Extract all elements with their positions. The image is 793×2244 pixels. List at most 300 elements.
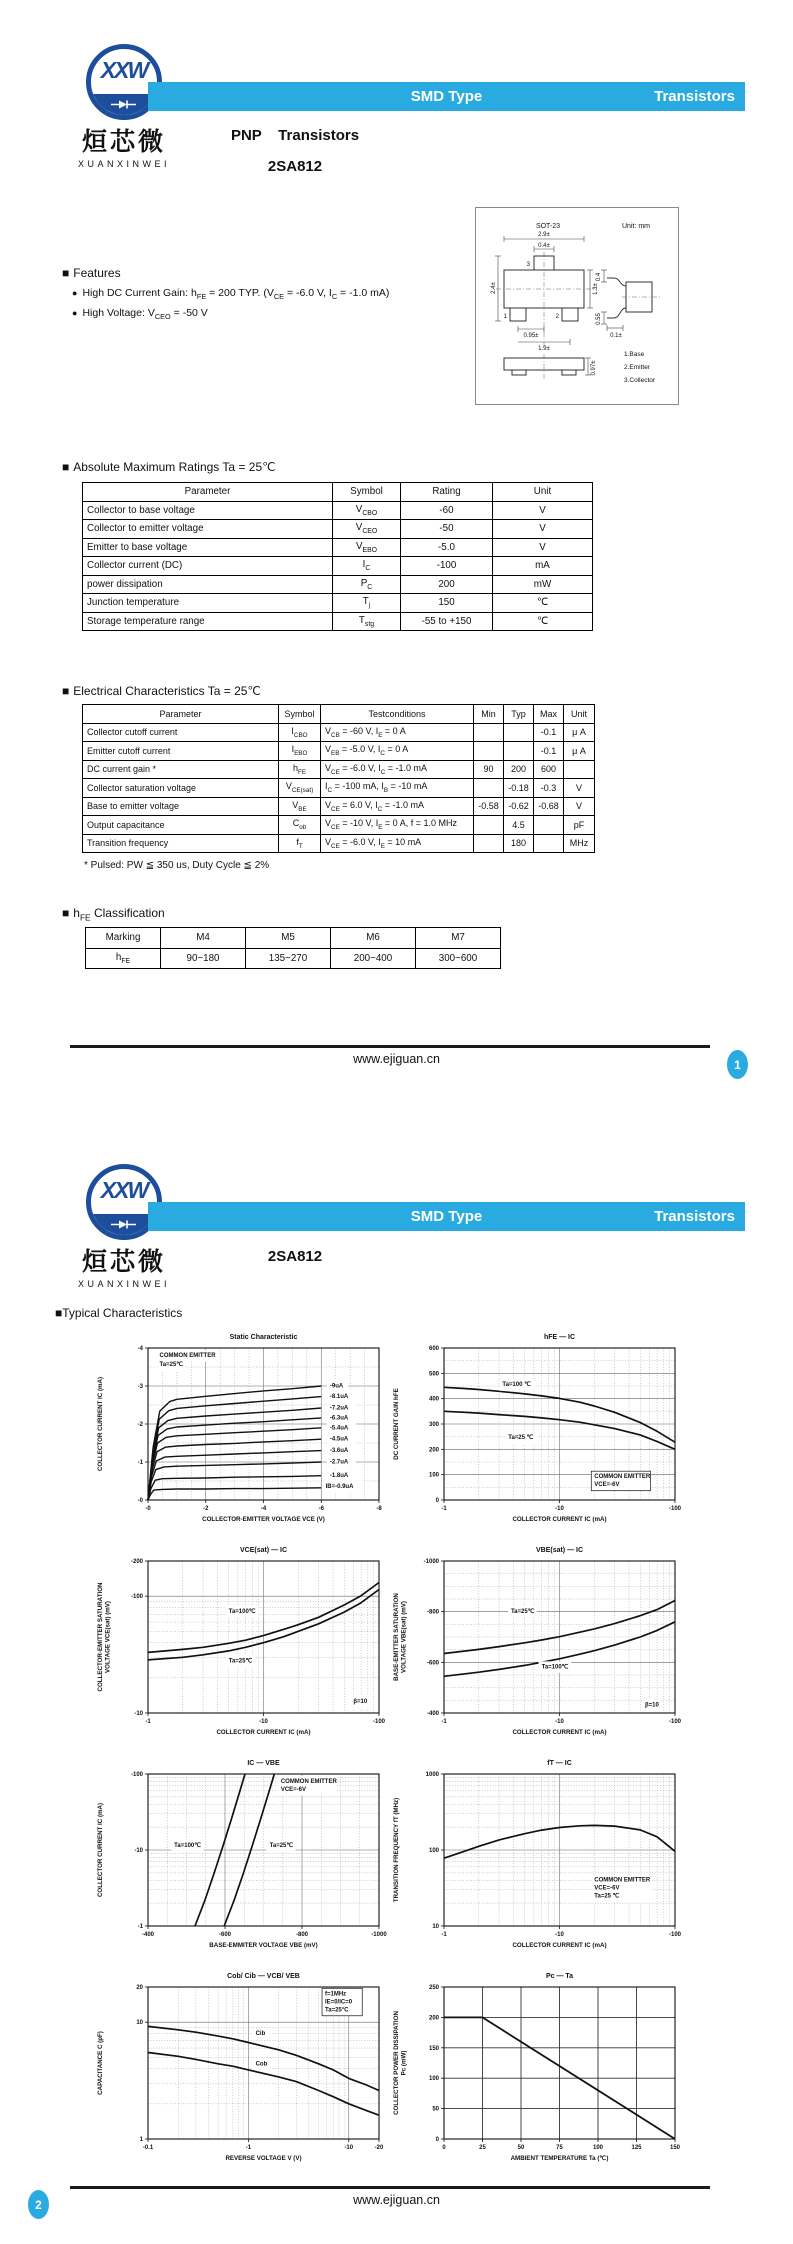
table-cell: 200: [401, 575, 493, 594]
table-cell: 600: [534, 760, 564, 779]
annotation: Ta=25 ℃: [594, 1893, 620, 1900]
y-axis-label: DC CURRENT GAIN hFE: [393, 1388, 400, 1460]
x-axis-label: COLLECTOR CURRENT IC (mA): [512, 1516, 607, 1523]
x-tick-label: -6: [318, 1506, 324, 1512]
y-tick-label: 0: [435, 1498, 439, 1504]
table-cell: Collector current (DC): [83, 557, 333, 576]
square-bullet-icon: ■: [55, 1306, 63, 1320]
annotation: Ta=100 ℃: [502, 1382, 531, 1389]
pin1-label: 1.Base: [624, 351, 645, 358]
x-tick-label: -100: [372, 1719, 386, 1725]
x-tick-label: -10: [259, 1719, 268, 1725]
table-cell: V: [493, 501, 593, 520]
x-tick-label: -0.1: [142, 2145, 154, 2151]
table-cell: $f_T$: [279, 834, 321, 853]
y-tick-label: 1: [139, 2137, 143, 2143]
pulsed-footnote: * Pulsed: PW ≦ 350 us, Duty Cycle ≦ 2%: [84, 860, 270, 871]
table-cell: 300~600: [416, 948, 501, 969]
x-tick-label: -100: [668, 1506, 682, 1512]
table-cell: $V_{EBO}$: [333, 538, 401, 557]
unit-label: Unit: mm: [622, 223, 650, 230]
x-tick-label: -600: [218, 1932, 232, 1938]
y-tick-label: -400: [426, 1711, 439, 1717]
table-cell: $V_{CE(sat)}$: [279, 779, 321, 798]
graph-title: VBE(sat) — IC: [535, 1547, 584, 1554]
x-tick-label: -10: [344, 2145, 354, 2151]
table-row: [83, 594, 593, 613]
annotation: COMMON EMITTER: [280, 1778, 337, 1785]
table-cell: power dissipation: [83, 575, 333, 594]
y-tick-label: 300: [428, 1422, 439, 1428]
table-row: [83, 723, 595, 742]
table-cell: -0.62: [504, 797, 534, 816]
pin2-label: 2.Emitter: [624, 364, 651, 371]
x-axis-label: COLLECTOR CURRENT IC (mA): [216, 1729, 311, 1736]
table-row: [83, 538, 593, 557]
pin2-number: 2: [555, 314, 559, 320]
table-row: [83, 760, 595, 779]
y-axis-label: VOLTAGE VCE(sat) (mV): [104, 1601, 112, 1673]
annotation: Ta=25℃: [228, 1658, 253, 1665]
part-number: 2SA812: [267, 1248, 323, 1265]
table-cell: [534, 816, 564, 835]
x-tick-label: -1: [441, 1719, 447, 1725]
table-cell: Unit: [564, 705, 595, 724]
table-cell: -5.0: [401, 538, 493, 557]
square-bullet-icon: ■: [62, 684, 70, 698]
graph-title: hFE — IC: [543, 1334, 576, 1341]
x-axis-label: AMBIENT TEMPERATURE Ta (℃): [510, 2155, 609, 2162]
table-cell: [534, 834, 564, 853]
y-tick-label: -600: [426, 1660, 439, 1667]
table-cell: $T_{stg}$: [333, 612, 401, 631]
graph-title: Cob/ Cib — VCB/ VEB: [227, 1973, 300, 1980]
table-cell: V: [564, 797, 595, 816]
x-tick-label: 25: [479, 2145, 486, 2151]
x-tick-label: 150: [669, 2145, 681, 2151]
annotation: Ta=25℃: [159, 1362, 184, 1369]
table-cell: $h_{FE}$: [279, 760, 321, 779]
annotation: COMMON EMITTER: [159, 1353, 216, 1360]
table-cell: [564, 760, 595, 779]
table-cell: $V_{BE}$: [279, 797, 321, 816]
annotation: VCE=-6V: [594, 1482, 620, 1489]
annotation: Ta=100℃: [174, 1842, 201, 1849]
annotation: IE=0/IC=0: [325, 1999, 353, 2006]
y-axis-label: COLLECTOR CURRENT IC (mA): [97, 1376, 104, 1472]
feature-item: [72, 307, 208, 321]
table-cell: -0.1: [534, 742, 564, 761]
y-tick-label: -1000: [423, 1559, 439, 1565]
package-drawing-box: [475, 207, 679, 405]
table-cell: $V_{CE} = -10$ V, $I_E = 0$ A, f = 1.0 MHz: [321, 816, 474, 835]
table-header-row: [83, 705, 595, 724]
elec-title: Electrical Characteristics Ta = 25℃: [73, 684, 261, 698]
table-cell: M5: [246, 928, 331, 949]
table-cell: M7: [416, 928, 501, 949]
table-cell: Parameter: [83, 705, 279, 724]
graph-ft-ic: [392, 1754, 688, 1967]
table-cell: -0.3: [534, 779, 564, 798]
header-banner: [148, 1202, 745, 1231]
x-tick-label: -10: [555, 1506, 564, 1512]
table-row: [83, 797, 595, 816]
annotation: β=10: [645, 1702, 659, 1709]
annotation: Ta=25℃: [269, 1842, 294, 1849]
package-name: SOT-23: [535, 223, 561, 230]
table-cell: Junction temperature: [83, 594, 333, 613]
y-tick-label: -200: [130, 1559, 143, 1565]
banner-type: SMD Type: [410, 88, 483, 105]
table-cell: $V_{CB} = -60$ V, $I_E = 0$ A: [321, 723, 474, 742]
table-cell: Emitter cutoff current: [83, 742, 279, 761]
y-tick-label: 10: [136, 2020, 143, 2027]
x-tick-label: -1: [441, 1506, 447, 1512]
feature-item: [72, 287, 389, 301]
diode-icon: [110, 1219, 138, 1230]
x-tick-label: -1: [441, 1932, 447, 1938]
annotation: Cib: [255, 2030, 266, 2037]
abs-max-heading: [62, 460, 276, 474]
x-tick-label: -400: [141, 1932, 155, 1938]
x-tick-label: -0: [145, 1506, 151, 1512]
dim-lead-span: 1.9±: [538, 346, 550, 352]
x-axis-label: COLLECTOR CURRENT IC (mA): [512, 1729, 607, 1736]
table-cell: -0.58: [474, 797, 504, 816]
x-tick-label: -800: [295, 1932, 309, 1938]
y-tick-label: -10: [134, 1848, 143, 1854]
table-cell: [474, 779, 504, 798]
table-cell: [474, 742, 504, 761]
graph-title: Pc — Ta: [545, 1973, 574, 1980]
table-cell: $h_{FE}$: [86, 948, 161, 969]
square-bullet-icon: ■: [62, 460, 70, 474]
y-tick-label: -1: [137, 1924, 143, 1930]
annotation: Cob: [255, 2061, 268, 2068]
dim-lead-width: 0.4±: [538, 243, 550, 249]
package-outline-drawing: [476, 208, 678, 404]
table-cell: $I_{EBO}$: [279, 742, 321, 761]
y-tick-label: 250: [428, 1985, 439, 1991]
table-cell: Emitter to base voltage: [83, 538, 333, 557]
table-cell: Unit: [493, 483, 593, 502]
y-tick-label: 100: [428, 2076, 439, 2083]
y-axis-label: COLLECTOR-EMITTER SATURATION: [97, 1582, 104, 1692]
y-axis-label: TRANSITION FREQUENCY fT (MHz): [393, 1797, 400, 1903]
brand-name-en: XUANXINWEI: [77, 159, 170, 169]
y-tick-label: -800: [426, 1609, 439, 1616]
table-row: [83, 816, 595, 835]
table-cell: Collector to base voltage: [83, 501, 333, 520]
table-cell: 180: [504, 834, 534, 853]
y-axis-label: BASE-EMITTER SATURATION: [393, 1593, 400, 1681]
y-tick-label: -1: [137, 1460, 143, 1466]
table-cell: [474, 816, 504, 835]
table-cell: μ A: [564, 742, 595, 761]
square-bullet-icon: ■: [62, 906, 70, 920]
table-cell: Rating: [401, 483, 493, 502]
table-cell: V: [493, 538, 593, 557]
annotation: -1.8uA: [329, 1473, 349, 1480]
feature-text: High DC Current Gain: $h_{FE} = 200$ TYP. ($V_{CE} = -6.0$ V, $I_C = -1.0$ mA): [82, 287, 390, 302]
table-cell: Collector saturation voltage: [83, 779, 279, 798]
y-tick-label: 20: [136, 1985, 143, 1991]
graph-ic-vbe: [96, 1754, 392, 1967]
footer-url[interactable]: www.ejiguan.cn: [353, 1052, 440, 1066]
table-cell: Transition frequency: [83, 834, 279, 853]
graph-title: Static Characteristic: [229, 1334, 298, 1341]
table-cell: $I_C = -100$ mA, $I_B = -10$ mA: [321, 779, 474, 798]
y-tick-label: -2: [137, 1422, 143, 1428]
features-title: Features: [73, 266, 121, 280]
table-cell: $V_{CBO}$: [333, 501, 401, 520]
y-tick-label: -4: [137, 1346, 143, 1352]
table-cell: $V_{CEO}$: [333, 520, 401, 539]
table-cell: [474, 834, 504, 853]
table-row: [83, 501, 593, 520]
table-cell: $V_{CE} = -6.0$ V, $I_E = 10$ mA: [321, 834, 474, 853]
table-row: [83, 557, 593, 576]
abs-max-title: Absolute Maximum Ratings Ta = 25℃: [73, 460, 276, 474]
dim-body-width: 2.9±: [538, 232, 550, 238]
y-tick-label: -3: [137, 1384, 143, 1390]
header-banner: [148, 82, 745, 111]
table-cell: pF: [564, 816, 595, 835]
table-cell: $V_{CE} = -6.0$ V, $I_C = -1.0$ mA: [321, 760, 474, 779]
hfe-class-title: $h_{FE}$ Classification: [73, 906, 165, 923]
annotation: -5.4uA: [329, 1425, 349, 1432]
page-number-badge: 1: [727, 1050, 748, 1079]
abs-max-table: [82, 482, 593, 631]
x-axis-label: COLLECTOR CURRENT IC (mA): [512, 1942, 607, 1949]
x-tick-label: 100: [592, 2145, 604, 2151]
annotation: COMMON EMITTER: [594, 1474, 651, 1481]
brand-name-en: XUANXINWEI: [77, 1279, 170, 1289]
annotation: β=10: [353, 1699, 368, 1706]
annotation: Ta=25°C: [325, 2007, 349, 2014]
graph-hfe-ic: [392, 1328, 688, 1541]
table-cell: -50: [401, 520, 493, 539]
y-tick-label: 100: [428, 1848, 439, 1854]
table-cell: μ A: [564, 723, 595, 742]
annotation: -6.3uA: [329, 1415, 349, 1422]
elec-heading: [62, 684, 261, 698]
table-cell: -55 to +150: [401, 612, 493, 631]
x-tick-label: -2: [203, 1506, 209, 1512]
annotation: -3.6uA: [329, 1448, 349, 1455]
table-row: [83, 742, 595, 761]
dim-body-height: 2.4±: [491, 282, 497, 294]
hfe-class-table: [85, 927, 501, 969]
y-axis-label: COLLECTOR CURRENT IC (mA): [97, 1802, 104, 1898]
dim-foot: 0.1±: [610, 333, 622, 339]
y-tick-label: 200: [428, 2015, 439, 2022]
y-tick-label: 10: [432, 1924, 439, 1930]
dim-shoulder: 0.4: [596, 272, 602, 282]
annotation: VCE=-6V: [280, 1786, 307, 1793]
table-cell: DC current gain *: [83, 760, 279, 779]
table-cell: 90~180: [161, 948, 246, 969]
y-tick-label: 200: [428, 1447, 439, 1454]
x-tick-label: 50: [517, 2145, 525, 2151]
feature-text: High Voltage: $V_{CEO} = -50$ V: [82, 307, 208, 322]
x-tick-label: -1: [145, 1719, 151, 1725]
table-cell: Parameter: [83, 483, 333, 502]
table-cell: [504, 742, 534, 761]
y-tick-label: -0: [137, 1498, 143, 1504]
y-axis-label: VOLTAGE VBE(sat) (mV): [400, 1601, 408, 1673]
table-cell: -0.18: [504, 779, 534, 798]
dim-standoff: 0.55: [596, 313, 602, 325]
table-cell: Symbol: [279, 705, 321, 724]
device-type-title: PNP Transistors: [230, 127, 360, 144]
table-cell: M4: [161, 928, 246, 949]
table-cell: -100: [401, 557, 493, 576]
table-cell: [474, 723, 504, 742]
table-cell: $P_C$: [333, 575, 401, 594]
y-tick-label: -100: [130, 1772, 143, 1778]
graph-title: VCE(sat) — IC: [239, 1547, 288, 1554]
annotation: -7.2uA: [329, 1405, 349, 1412]
table-cell: mA: [493, 557, 593, 576]
banner-category: Transistors: [654, 1208, 735, 1225]
banner-type: SMD Type: [410, 1208, 483, 1225]
square-bullet-icon: ■: [62, 266, 70, 280]
table-row: [86, 948, 501, 969]
page-number-badge: 2: [28, 2190, 49, 2219]
x-axis-label: COLLECTOR-EMITTER VOLTAGE VCE (V): [202, 1516, 325, 1523]
table-cell: Collector cutoff current: [83, 723, 279, 742]
y-tick-label: 50: [432, 2106, 439, 2113]
table-cell: 4.5: [504, 816, 534, 835]
table-cell: Collector to emitter voltage: [83, 520, 333, 539]
x-tick-label: -8: [376, 1506, 382, 1512]
logo-monogram: XXW: [100, 57, 148, 83]
banner-category: Transistors: [654, 88, 735, 105]
graph-title: IC — VBE: [247, 1760, 280, 1767]
x-tick-label: -10: [555, 1932, 564, 1938]
table-cell: $V_{EB} = -5.0$ V, $I_C = 0$ A: [321, 742, 474, 761]
dim-body-depth: 1.3±: [593, 283, 599, 295]
x-tick-label: -20: [374, 2145, 384, 2151]
y-tick-label: 100: [428, 1472, 439, 1479]
table-row: [83, 834, 595, 853]
table-cell: $T_j$: [333, 594, 401, 613]
table-cell: -0.68: [534, 797, 564, 816]
annotation: VCE=-6V: [594, 1885, 620, 1892]
graph-vbesat-ic: [392, 1541, 688, 1754]
pin3-label: 3.Collector: [624, 377, 656, 384]
table-cell: $V_{CE} = 6.0$ V, $I_C = -1.0$ mA: [321, 797, 474, 816]
footer-url[interactable]: www.ejiguan.cn: [353, 2193, 440, 2207]
y-axis-label: COLLECTOR POWER DISSIPATION: [393, 2011, 400, 2115]
part-number: 2SA812: [267, 158, 323, 175]
table-cell: $I_{CBO}$: [279, 723, 321, 742]
x-tick-label: 75: [556, 2145, 563, 2151]
table-row: [83, 612, 593, 631]
annotation: IB=-0.9uA: [325, 1483, 354, 1490]
table-cell: -60: [401, 501, 493, 520]
graph-static-characteristic: [96, 1328, 392, 1541]
y-tick-label: 600: [428, 1346, 439, 1352]
table-cell: mW: [493, 575, 593, 594]
hfe-class-heading: [62, 906, 165, 922]
y-tick-label: 1000: [425, 1772, 439, 1778]
x-tick-label: -100: [668, 1719, 682, 1725]
graph-pc-ta: [392, 1967, 688, 2180]
x-tick-label: -4: [260, 1506, 267, 1512]
table-cell: MHz: [564, 834, 595, 853]
table-cell: Storage temperature range: [83, 612, 333, 631]
features-heading: [62, 266, 121, 280]
table-cell: 90: [474, 760, 504, 779]
table-cell: Output capacitance: [83, 816, 279, 835]
x-axis-label: BASE-EMMITER VOLTAGE VBE (mV): [209, 1942, 318, 1949]
pin3-number: 3: [526, 262, 530, 268]
y-tick-label: -100: [130, 1594, 143, 1601]
table-cell: $I_C$: [333, 557, 401, 576]
table-cell: [504, 723, 534, 742]
table-row: [83, 779, 595, 798]
table-cell: Max: [534, 705, 564, 724]
x-tick-label: -1000: [371, 1932, 387, 1938]
table-cell: Testconditions: [321, 705, 474, 724]
table-cell: M6: [331, 928, 416, 949]
table-cell: ℃: [493, 612, 593, 631]
annotation: Ta=100℃: [228, 1608, 256, 1615]
annotation: -2.7uA: [329, 1459, 349, 1466]
table-cell: 135~270: [246, 948, 331, 969]
dim-lead-pitch: 0.95±: [523, 333, 539, 339]
annotation: Ta=25℃: [510, 1609, 535, 1616]
elec-char-table: [82, 704, 595, 853]
pin1-number: 1: [503, 314, 507, 320]
graph-vcesat-ic: [96, 1541, 392, 1754]
annotation: Ta=25 ℃: [508, 1435, 534, 1442]
annotation: f=1MHz: [325, 1991, 347, 1998]
table-cell: Symbol: [333, 483, 401, 502]
table-cell: Min: [474, 705, 504, 724]
table-row: [83, 520, 593, 539]
annotation: -8.1uA: [329, 1394, 349, 1401]
table-cell: $C_{ob}$: [279, 816, 321, 835]
x-tick-label: -10: [555, 1719, 564, 1725]
y-axis-label: CAPACITANCE C (pF): [97, 2031, 104, 2095]
annotation: COMMON EMITTER: [594, 1877, 651, 1884]
graph-title: fT — IC: [547, 1760, 572, 1767]
diode-icon: [110, 99, 138, 110]
graph-cob-cib: [96, 1967, 392, 2180]
dot-bullet-icon: ●: [72, 308, 78, 318]
dot-bullet-icon: ●: [72, 288, 78, 298]
y-tick-label: 150: [428, 2045, 439, 2052]
characteristic-graphs-grid: [96, 1328, 688, 2180]
annotation: -9uA: [329, 1383, 344, 1390]
table-cell: V: [493, 520, 593, 539]
brand-name-cn: 烜芯微: [81, 1248, 166, 1276]
y-tick-label: -10: [134, 1711, 143, 1717]
footer-rule: [70, 2186, 710, 2189]
y-tick-label: 500: [428, 1371, 439, 1378]
y-tick-label: 0: [435, 2137, 439, 2143]
footer-rule: [70, 1045, 710, 1048]
x-tick-label: -1: [245, 2145, 252, 2151]
table-cell: Base to emitter voltage: [83, 797, 279, 816]
table-cell: ℃: [493, 594, 593, 613]
x-tick-label: 0: [442, 2145, 446, 2151]
table-cell: 200~400: [331, 948, 416, 969]
table-cell: V: [564, 779, 595, 798]
